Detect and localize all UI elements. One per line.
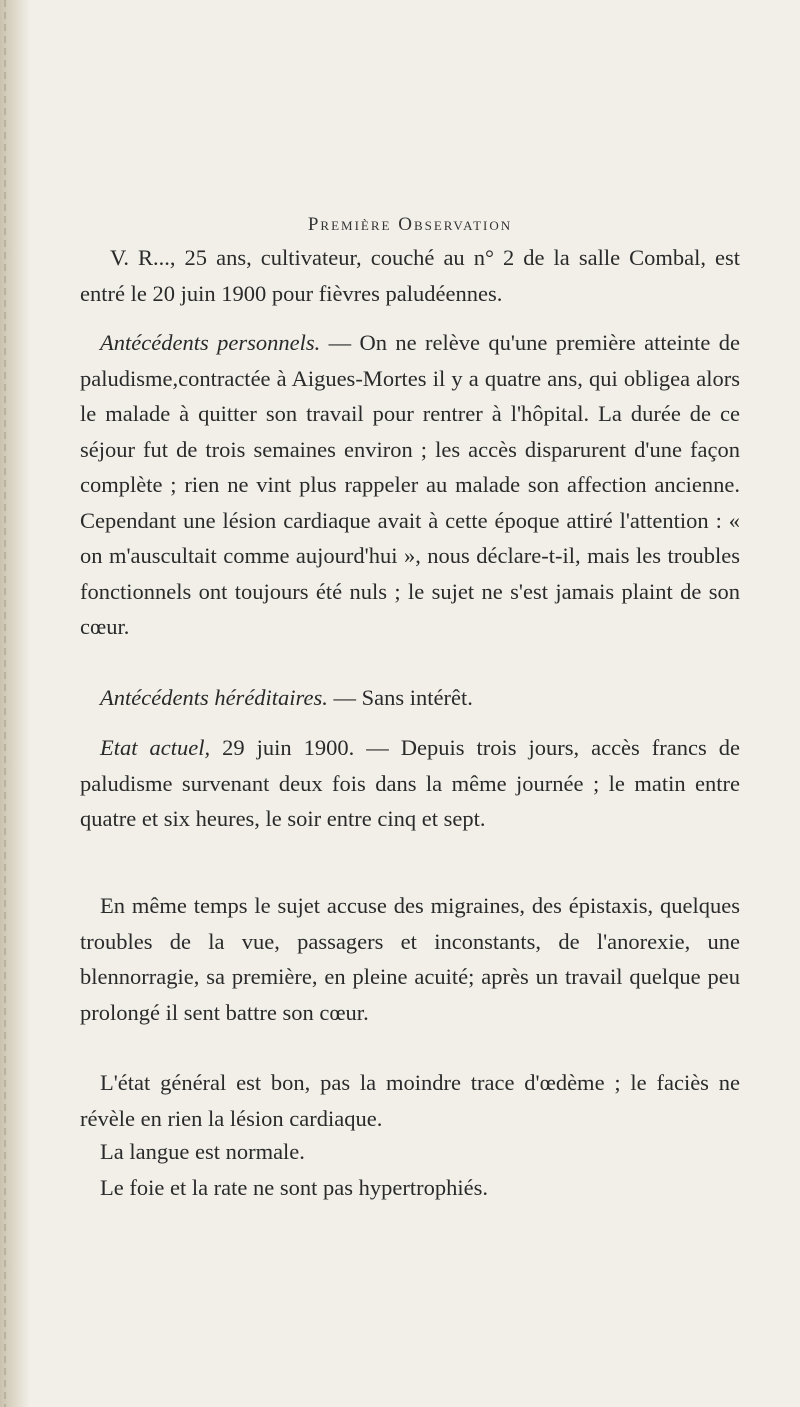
paragraph-text: 29 juin 1900. — Depuis trois jours, accès francs de paludisme survenant deux fois dans la même journée ; le matin entre quatre et six heures, le soir entre cinq et sept. (80, 735, 740, 831)
paragraph-lead: Etat actuel, (100, 735, 211, 760)
paragraph-hereditary-history (80, 680, 740, 716)
paragraph-text: — Sans intérêt. (327, 685, 473, 710)
paragraph-text: L'état général est bon, pas la moindre trace d'œdème ; le faciès ne révèle en rien la lésion cardiaque. (80, 1070, 740, 1131)
paragraph-current-state (80, 730, 740, 837)
paragraph-patient-intro (80, 240, 740, 311)
paragraph-text: Le foie et la rate ne sont pas hypertrophiés. (100, 1175, 488, 1200)
paragraph-text: V. R..., 25 ans, cultivateur, couché au n° 2 de la salle Combal, est entré le 20 juin 1900 pour fièvres paludéennes. (80, 245, 740, 306)
paragraph-tongue (80, 1134, 740, 1170)
paragraph-text: La langue est normale. (100, 1139, 305, 1164)
paragraph-liver-spleen (80, 1170, 740, 1206)
paragraph-lead: Antécédents héréditaires. (100, 685, 328, 710)
page-binding-edge (0, 0, 30, 1407)
observation-heading: Première Observation (307, 214, 513, 235)
paragraph-symptoms (80, 888, 740, 1030)
paragraph-general-state (80, 1065, 740, 1136)
paragraph-text: — On ne relève qu'une première atteinte de paludisme,contractée à Aigues-Mortes il y a quatre ans, qui obligea alors le malade à quitter son travail pour rentrer à l'hôpital. La durée de ce séjour fut de trois semaines environ ; les accès disparurent d'une façon complète ; rien ne vint plus rappeler au malade son affection ancienne. Cependant une lésion cardiaque avait à cette époque attiré l'attention : « on m'auscultait comme aujourd'hui », nous déclare-t-il, mais les troubles fonctionnels ont toujours été nuls ; le sujet ne s'est jamais plaint de son cœur. (80, 330, 740, 639)
paragraph-lead: Antécédents personnels. (100, 330, 321, 355)
paragraph-personal-history (80, 325, 740, 645)
paragraph-text: En même temps le sujet accuse des migraines, des épistaxis, quelques troubles de la vue, passagers et inconstants, de l'anorexie, une blennorragie, sa première, en pleine acuité; après un travail quelque peu prolongé il sent battre son cœur. (80, 893, 740, 1025)
